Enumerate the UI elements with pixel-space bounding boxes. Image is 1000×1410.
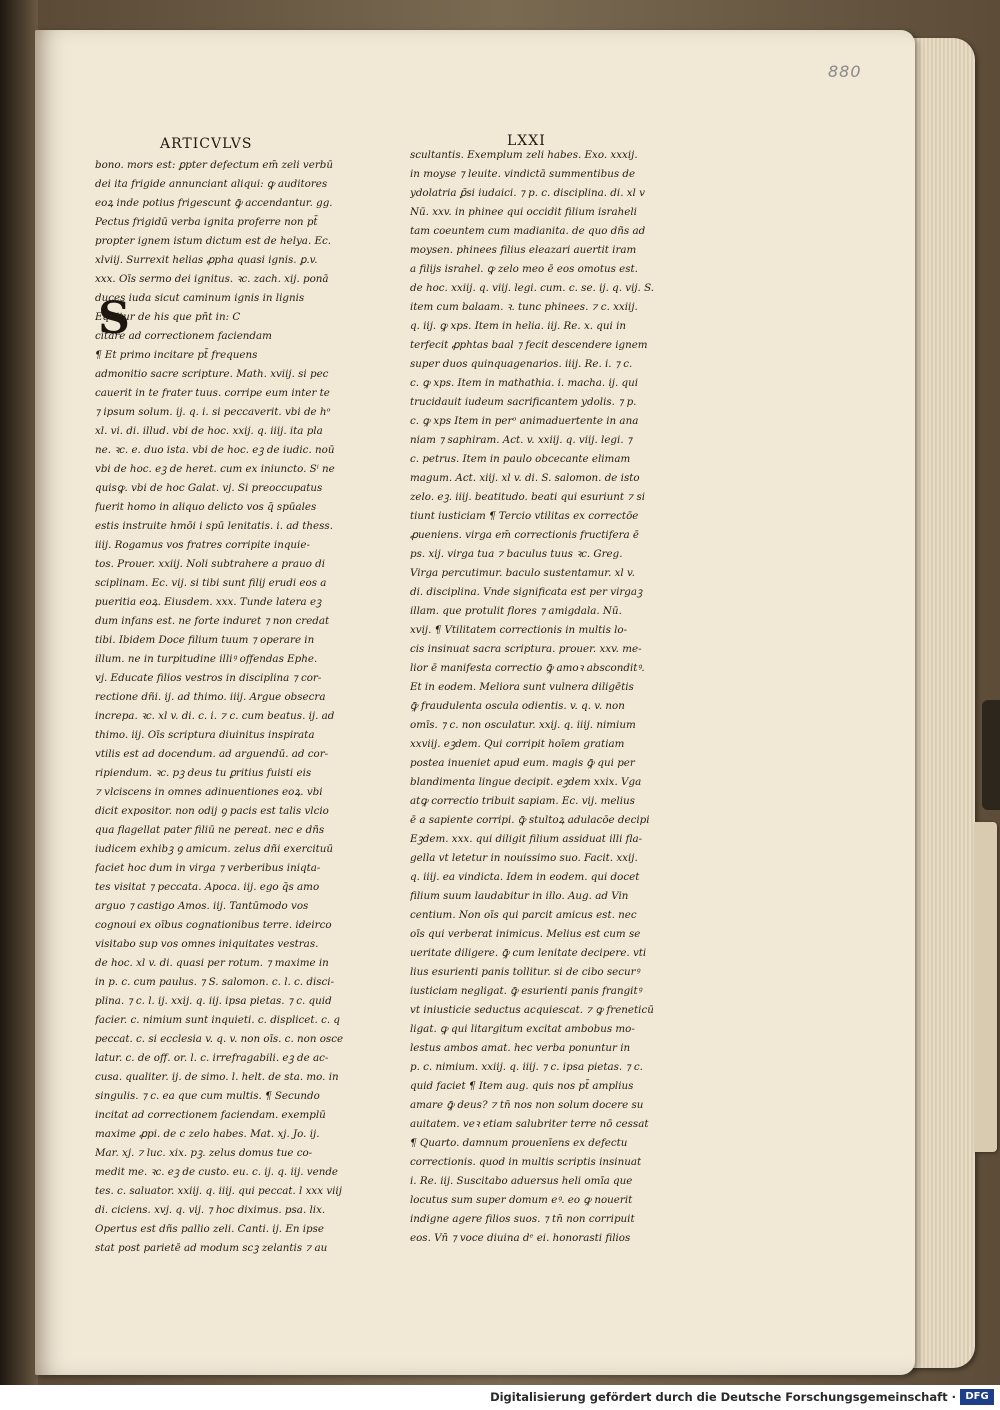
- text-line: admonitio sacre scripture. Math. xviij. si pec: [95, 368, 329, 380]
- text-line: locutus sum super domum eꝰ. eo ꝙ nouerit: [410, 1194, 633, 1206]
- text-line: moysen. phinees filius eleazari auertit iram: [410, 244, 637, 256]
- text-line: niam ⁊ saphiram. Act. v. xxiij. q. viij. legi. ⁊: [410, 434, 632, 446]
- text-line: ueritate diligere. ꝙ̄ cum lenitate decipere. vti: [410, 947, 647, 959]
- text-line: zelo. eꝫ. iiij. beatitudo. beati qui esuriunt ⁊ si: [410, 491, 646, 503]
- text-line: thimo. iij. Oīs scriptura diuinitus inspirata: [95, 729, 315, 741]
- text-line: ne. ꝛc. e. duo ista. vbi de hoc. eꝫ de iudic. noū: [95, 444, 335, 456]
- text-line: facier. c. nimium sunt inquieti. c. displicet. c. q: [95, 1014, 340, 1026]
- text-line: Virga percutimur. baculo sustentamur. xl v.: [410, 567, 635, 579]
- text-line: ꝓueniens. virga em̄ correctionis fructifera ē: [410, 529, 640, 541]
- text-line: ps. xij. virga tua ⁊ baculus tuus ꝛc. Greg.: [410, 548, 623, 560]
- text-line: bono. mors est: ꝑpter defectum em̄ zeli verbū: [95, 159, 333, 171]
- text-line: illam. que protulit flores ⁊ amigdala. Nū.: [410, 605, 622, 617]
- text-column-left: [95, 156, 383, 1258]
- text-line: plina. ⁊ c. l. ij. xxij. q. iij. ipsa pietas. ⁊ c. quid: [95, 995, 332, 1007]
- text-line: Nū. xxv. in phinee qui occidit filium israheli: [410, 206, 637, 218]
- text-line: incitat ad correctionem faciendam. exemplū: [95, 1109, 326, 1121]
- text-line: c. ꝙ xps. Item in mathathia. i. macha. ij. qui: [410, 377, 639, 389]
- text-line: trucidauit iudeum sacrificantem ydolis. ⁊ p.: [410, 396, 637, 408]
- text-line: ripiendum. ꝛc. pꝫ deus tu ꝑritius fuisti eis: [95, 767, 312, 779]
- text-line: citare ad correctionem faciendam: [95, 330, 272, 342]
- text-line: tibi. Ibidem Doce filium tuum ⁊ operare in: [95, 634, 315, 646]
- text-line: cusa. qualiter. ij. de simo. l. helt. de sta. mo. in: [95, 1071, 339, 1083]
- text-line: iiij. Rogamus vos fratres corripite inquie-: [95, 539, 310, 551]
- text-line: xxviij. eꝫdem. Qui corripit hoīem gratiam: [410, 738, 625, 750]
- text-line: Opertus est dñs pallio zeli. Canti. ij. En ipse: [95, 1223, 325, 1235]
- text-line: dicit expositor. non odij ꝯ pacis est talis vlcio: [95, 805, 329, 817]
- text-line: pueritia eoꝝ. Eiusdem. xxx. Tunde latera eꝫ: [95, 596, 322, 608]
- funding-credit: Digitalisierung gefördert durch die Deutsche Forschungsgemeinschaft ·: [490, 1390, 956, 1404]
- text-line: qua flagellat pater filiū ne pereat. nec e dñs: [95, 824, 325, 836]
- text-line: illum. ne in turpitudine illiꝰ offendas Ephe.: [95, 653, 318, 665]
- text-line: medit me. ꝛc. eꝫ de custo. eu. c. ij. q. iij. vende: [95, 1166, 339, 1178]
- text-line: lior ē manifesta correctio ꝙ̄ amoꝛ absconditꝰ.: [410, 662, 645, 674]
- text-line: correctionis. quod in multis scriptis insinuat: [410, 1156, 642, 1168]
- text-line: tam coeuntem cum madianita. de quo dñs ad: [410, 225, 646, 237]
- folio-number-note: 880: [828, 62, 862, 81]
- text-line: xxx. Oīs sermo dei ignitus. ꝛc. zach. xij. ponā: [95, 273, 329, 285]
- text-line: xl. vi. di. illud. vbi de hoc. xxij. q. iiij. ita pla: [95, 425, 323, 437]
- text-line: xvij. ¶ Vtilitatem correctionis in multis lo-: [410, 624, 628, 636]
- text-line: postea inueniet apud eum. magis ꝙ̄ qui per: [410, 757, 635, 769]
- running-head-right: LXXI: [507, 133, 546, 149]
- text-line: stat post parietē ad modum scꝫ zelantis ⁊ au: [95, 1242, 328, 1254]
- text-line: tes visitat ⁊ peccata. Apoca. iij. ego q̄s amo: [95, 881, 320, 893]
- text-line: filium suum laudabitur in illo. Aug. ad Vin: [410, 890, 629, 902]
- text-line: maxime ꝓpi. de c zelo habes. Mat. xj. Jo. ij.: [95, 1128, 320, 1140]
- text-line: iusticiam negligat. ꝙ̄ esurienti panis frangitꝰ: [410, 985, 642, 997]
- text-line: vt iniusticie seductus acquiescat. ⁊ ꝙ freneticū: [410, 1004, 654, 1016]
- text-line: ꝙ̄ fraudulenta oscula odientis. v. q. v. non: [410, 700, 625, 712]
- text-line: i. Re. iij. Suscitabo aduersus heli omīa que: [410, 1175, 633, 1187]
- text-line: xlviij. Surrexit helias ꝓpha quasi ignis. ꝑ.v.: [95, 254, 318, 266]
- text-line: propter ignem istum dictum est de helya. Ec.: [95, 235, 332, 247]
- decorated-initial: S: [98, 293, 130, 344]
- text-line: c. petrus. Item in paulo obcecante elimam: [410, 453, 631, 465]
- text-line: tiunt iusticiam ¶ Tercio vtilitas ex correctōe: [410, 510, 639, 522]
- text-line: rectione dñi. ij. ad thimo. iiij. Argue obsecra: [95, 691, 326, 703]
- text-line: increpa. ꝛc. xl v. di. c. i. ⁊ c. cum beatus. ij. ad: [95, 710, 335, 722]
- text-line: di. disciplina. Vnde significata est per virgaꝫ: [410, 586, 643, 598]
- text-line: visitabo sup vos omnes iniquitates vestras.: [95, 938, 319, 950]
- text-column-right: [410, 146, 698, 1248]
- text-line: Equitur de his que pn̄t in: C: [95, 311, 241, 323]
- text-line: c. ꝙ xps Item in perᵒ animaduertente in ana: [410, 415, 639, 427]
- text-line: cognoui ex oībus cognationibus terre. ideirco: [95, 919, 332, 931]
- text-line: estis instruite hmōi i spū lenitatis. i. ad thess.: [95, 520, 333, 532]
- text-line: ligat. ꝙ qui litargitum excitat ambobus mo-: [410, 1023, 635, 1035]
- text-line: a filijs israhel. ꝙ zelo meo ē eos omotus est.: [410, 263, 638, 275]
- text-line: q. iij. ꝙ xps. Item in helia. iij. Re. x. qui in: [410, 320, 627, 332]
- text-line: tos. Prouer. xxiij. Noli subtrahere a prauo di: [95, 558, 326, 570]
- text-line: indigne agere filios suos. ⁊ tn̄ non corripuit: [410, 1213, 635, 1225]
- text-line: de hoc. xl v. di. quasi per rotum. ⁊ maxime in: [95, 957, 329, 969]
- text-line: blandimenta lingue decipit. eꝫdem xxix. Vga: [410, 776, 642, 788]
- text-line: atꝙ correctio tribuit sapiam. Ec. vij. melius: [410, 795, 635, 807]
- text-line: de hoc. xxiij. q. viij. legi. cum. c. se. ij. q. vij. S.: [410, 282, 655, 294]
- text-line: ¶ Quarto. damnum prouenīens ex defectu: [410, 1137, 628, 1149]
- text-line: peccat. c. si ecclesia v. q. v. non oīs. c. non osce: [95, 1033, 344, 1045]
- text-line: ydolatria ꝑ̄si iudaici. ⁊ p. c. disciplina. di. xl v: [410, 187, 645, 199]
- text-line: arguo ⁊ castigo Amos. iij. Tantūmodo vos: [95, 900, 309, 912]
- text-line: fuerit homo in aliquo delicto vos q̄ spūales: [95, 501, 317, 513]
- text-line: omīs. ⁊ c. non osculatur. xxij. q. iiij. nimium: [410, 719, 636, 731]
- book-clasp: [982, 700, 1000, 810]
- running-head-left: ARTICVLVS: [160, 136, 253, 152]
- text-line: iudicem exhibꝫ ꝯ amicum. zelus dñi exercituū: [95, 843, 334, 855]
- text-line: magum. Act. xiij. xl v. di. S. salomon. de isto: [410, 472, 640, 484]
- text-line: ē a sapiente corripi. ꝙ̄ stultoꝝ adulacōe decipi: [410, 814, 650, 826]
- digitization-footer: [0, 1385, 1000, 1410]
- text-line: dum infans est. ne forte induret ⁊ non credat: [95, 615, 330, 627]
- text-line: in p. c. cum paulus. ⁊ S. salomon. c. l. c. disci-: [95, 976, 335, 988]
- text-line: Et in eodem. Meliora sunt vulnera diligētis: [410, 681, 634, 693]
- text-line: quid faciet ¶ Item aug. quis nos pt̄ amplius: [410, 1080, 634, 1092]
- text-line: cis insinuat sacra scriptura. prouer. xxv. me-: [410, 643, 642, 655]
- text-line: faciet hoc dum in virga ⁊ verberibus iniqta-: [95, 862, 321, 874]
- text-line: vbi de hoc. eꝫ de heret. cum ex iniuncto. Sⁱ ne: [95, 463, 335, 475]
- text-line: vtilis est ad docendum. ad arguendū. ad cor-: [95, 748, 329, 760]
- text-line: di. ciciens. xvj. q. vij. ⁊ hoc diximus. psa. lix.: [95, 1204, 326, 1216]
- text-line: amare ꝙ̄ deus? ⁊ tn̄ nos non solum docere su: [410, 1099, 644, 1111]
- text-line: latur. c. de off. or. l. c. irrefragabili. eꝫ de ac-: [95, 1052, 329, 1064]
- text-line: gella vt letetur in nouissimo suo. Facit. xxij.: [410, 852, 638, 864]
- text-line: eos. Vn̄ ⁊ voce diuina dᵉ ei. honorasti filios: [410, 1232, 631, 1244]
- text-line: ¶ Et primo incitare pt̄ frequens: [95, 349, 258, 361]
- text-line: in moyse ⁊ leuite. vindictā summentibus de: [410, 168, 636, 180]
- text-line: scultantis. Exemplum zeli habes. Exo. xxxij.: [410, 149, 638, 161]
- text-line: auitatem. veꝛ etiam salubriter terre nō cessat: [410, 1118, 649, 1130]
- text-line: centium. Non oīs qui parcit amicus est. nec: [410, 909, 637, 921]
- text-line: p. c. nimium. xxiij. q. iiij. ⁊ c. ipsa pietas. ⁊ c.: [410, 1061, 643, 1073]
- text-line: super duos quinquagenarios. iiij. Re. i. ⁊ c.: [410, 358, 633, 370]
- dfg-logo: DFG: [960, 1389, 994, 1405]
- text-line: q. iiij. ea vindicta. Idem in eodem. qui docet: [410, 871, 640, 883]
- text-line: ⁊ vlciscens in omnes adinuentiones eoꝝ. vbi: [95, 786, 323, 798]
- book-spine: [0, 0, 38, 1385]
- text-line: dei ita frigide annunciant aliqui: ꝙ auditores: [95, 178, 328, 190]
- text-line: duces iuda sicut caminum ignis in lignis: [95, 292, 305, 304]
- text-line: terfecit ꝓphtas baal ⁊ fecit descendere ignem: [410, 339, 648, 351]
- text-line: cauerit in te frater tuus. corripe eum inter te: [95, 387, 330, 399]
- text-line: Eꝫdem. xxx. qui diligit filium assiduat illi fla-: [410, 833, 643, 845]
- text-line: quisꝙ. vbi de hoc Galat. vj. Si preoccupatus: [95, 482, 323, 494]
- text-line: lestus ambos amat. hec verba ponuntur in: [410, 1042, 631, 1054]
- text-line: vj. Educate filios vestros in disciplina ⁊ cor-: [95, 672, 322, 684]
- text-line: item cum balaam. ꝛ. tunc phinees. ⁊ c. xxiij.: [410, 301, 638, 313]
- text-line: eoꝝ inde potius frigescunt ꝙ̄ accendantur. gg.: [95, 197, 333, 209]
- text-line: tes. c. saluator. xxiij. q. iiij. qui peccat. l xxx viij: [95, 1185, 342, 1197]
- text-line: singulis. ⁊ c. ea que cum multis. ¶ Secundo: [95, 1090, 320, 1102]
- page-edges: [905, 38, 975, 1368]
- text-line: oīs qui verberat inimicus. Melius est cum se: [410, 928, 641, 940]
- text-line: sciplinam. Ec. vij. si tibi sunt filij erudi eos a: [95, 577, 327, 589]
- page-tab: [975, 822, 997, 1152]
- text-line: Mar. xj. ⁊ luc. xix. pꝫ. zelus domus tue co-: [95, 1147, 313, 1159]
- text-line: lius esurienti panis tollitur. si de cibo securꝰ: [410, 966, 640, 978]
- text-line: Pectus frigidū verba ignita proferre non pt̄: [95, 216, 318, 228]
- text-line: ⁊ ipsum solum. ij. q. i. si peccaverit. vbi de hᵒ: [95, 406, 331, 418]
